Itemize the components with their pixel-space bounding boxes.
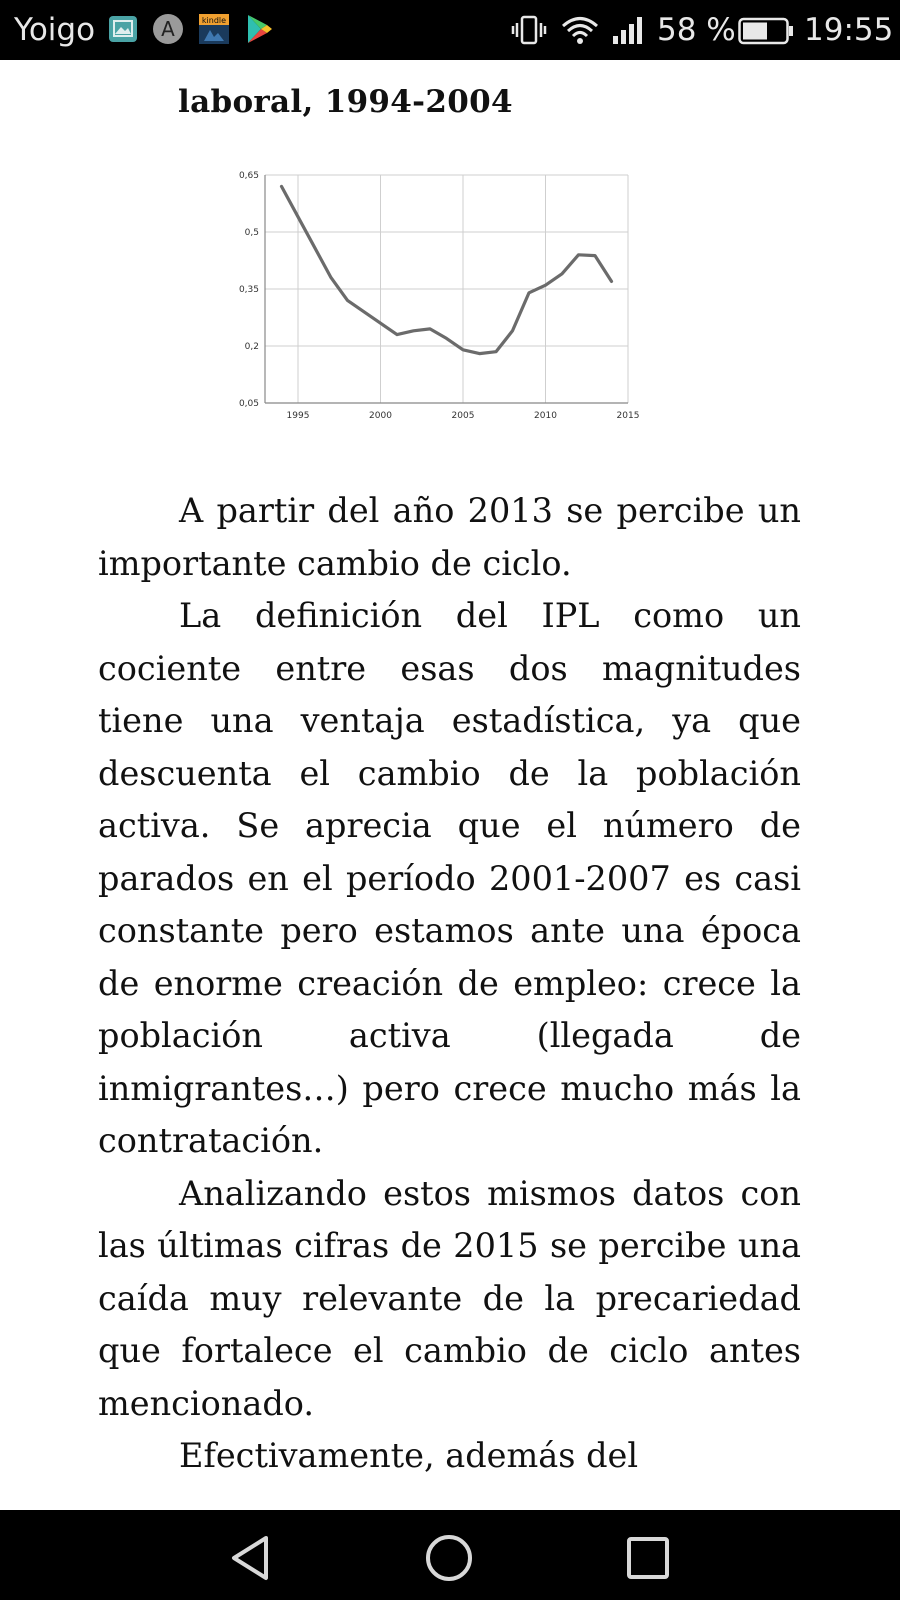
- back-icon[interactable]: [222, 1530, 278, 1586]
- a-badge-letter: A: [161, 17, 175, 41]
- navigation-bar: [0, 1510, 900, 1600]
- y-tick-label: 0,35: [238, 285, 259, 295]
- ipl-line-chart: [232, 170, 662, 500]
- y-tick-label: 0,5: [244, 228, 259, 238]
- x-tick-label: 2005: [451, 411, 475, 421]
- battery-percent: 58 %: [657, 12, 736, 48]
- x-tick-label: 2010: [534, 411, 557, 421]
- paragraph: A partir del año 2013 se percibe un importante cambio de ciclo.: [98, 491, 801, 583]
- x-tick-label: 2000: [369, 411, 392, 421]
- paragraph: Analizando estos mismos datos con las últimas cifras de 2015 se percibe una caída muy relevante de la precariedad que fortalece el cambio de ciclo antes mencionado.: [98, 1173, 801, 1423]
- a-badge-icon: [152, 13, 184, 45]
- chart-svg: [232, 170, 662, 500]
- kindle-icon-text: kindle: [201, 16, 227, 25]
- home-icon[interactable]: [421, 1530, 477, 1586]
- x-tick-label: 2015: [616, 411, 640, 421]
- wifi-icon: [561, 14, 599, 46]
- status-bar: [0, 0, 900, 60]
- gallery-icon: [107, 13, 139, 45]
- recent-apps-icon[interactable]: [620, 1530, 676, 1586]
- signal-strength-icon: [611, 14, 647, 46]
- reader-page[interactable]: [0, 60, 900, 1510]
- y-tick-label: 0,2: [244, 342, 259, 352]
- carrier-name: Yoigo: [14, 12, 96, 48]
- x-tick-label: 1995: [286, 411, 310, 421]
- body-text: [98, 485, 801, 1483]
- paragraph: La definición del IPL como un cociente entre esas dos magnitudes tiene una ventaja estadística, ya que descuenta el cambio de la población activa. Se aprecia que el número de parados en el período 2001-2007 es casi constante pero estamos ante una época de enorme creación de empleo: crece la población activa (llegada de inmigrantes…) pero crece mucho más la contratación.: [98, 596, 801, 1160]
- section-heading: laboral, 1994-2004: [178, 84, 513, 120]
- y-tick-label: 0,05: [238, 399, 259, 409]
- paragraph: Efectivamente, además del: [179, 1436, 639, 1475]
- vibrate-icon: [511, 14, 547, 46]
- battery-icon: [738, 17, 794, 45]
- series-line: [282, 186, 612, 353]
- y-tick-label: 0,65: [238, 171, 259, 181]
- clock: 19:55: [804, 12, 894, 48]
- play-store-icon: [243, 13, 275, 45]
- kindle-icon: [198, 13, 230, 45]
